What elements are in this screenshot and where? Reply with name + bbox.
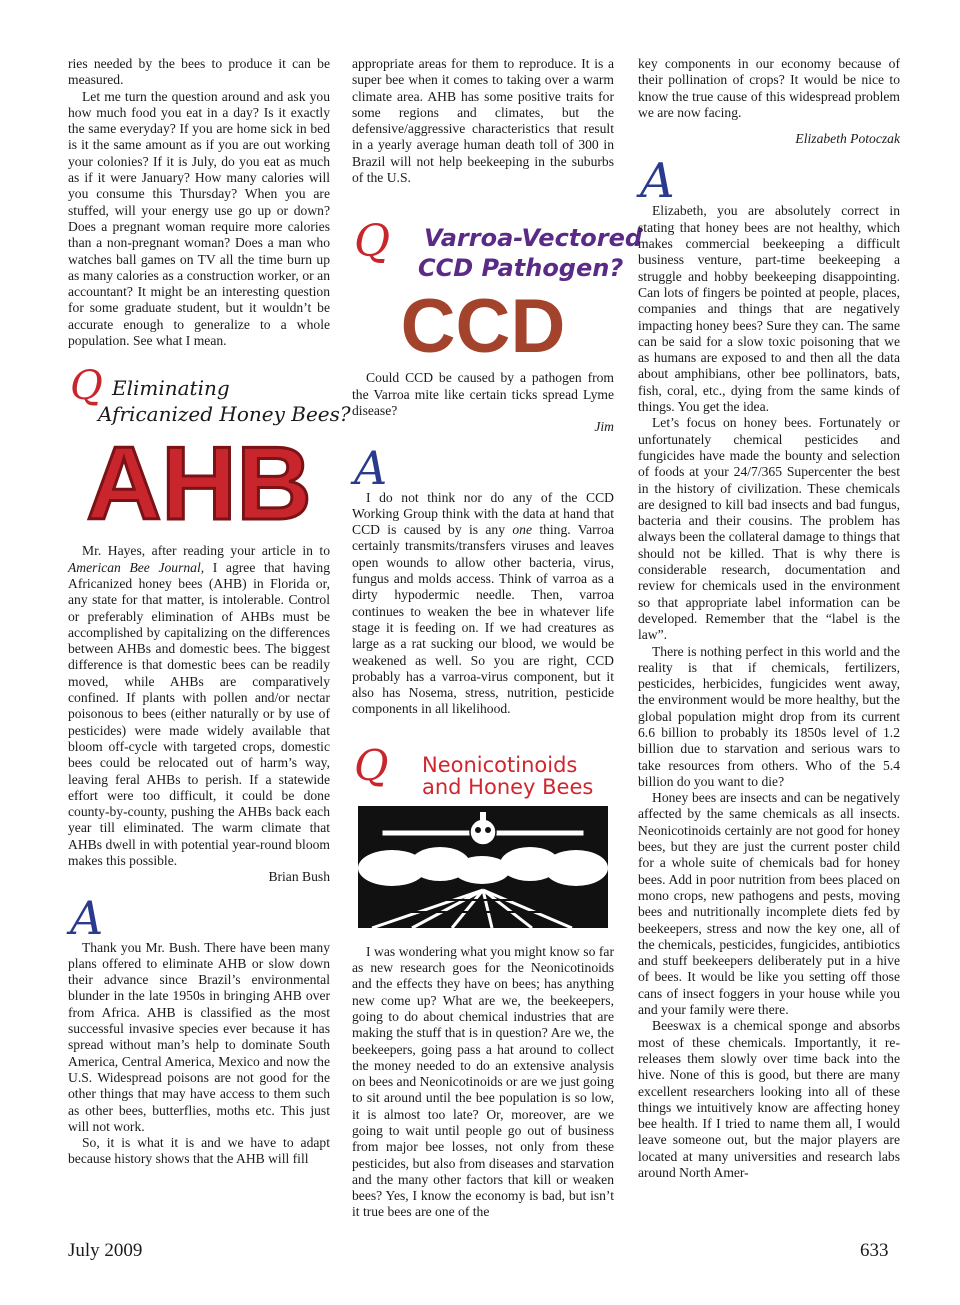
answer-a-mark — [68, 890, 330, 945]
column-2 — [352, 56, 643, 1221]
ahb-question-graphic — [68, 359, 351, 543]
svg-text:A: A — [70, 890, 104, 945]
body-paragraph: ries needed by the bees to produce it can be measured. — [68, 56, 330, 88]
ccd-q-letter: Q — [354, 216, 391, 268]
answer-a-icon — [68, 890, 128, 945]
ccd-question-graphic — [352, 206, 643, 370]
neonicotinoids-graphic-svg — [352, 740, 614, 930]
answer-paragraph: Let’s focus on honey bees. Fortunately or unfortunately chemical pesticides and fungicides have made the bounty and selection of foods at your 24/7/365 Supercenter the best in the history of civilization. These chemicals are designed to kill bad insects and bad fungus, bacteria and their cousins. The problem has always been the collateral damage to things that should not be killed. That is why there is considerable research, documentation and review for chemicals used in the environment so that appropriate label information can be developed. Remember that the “label is the law”. — [638, 415, 900, 643]
footer-date: July 2009 — [68, 1240, 143, 1261]
footer-page-number: 633 — [860, 1240, 889, 1261]
crop-duster-illustration — [358, 806, 608, 928]
answer-paragraph: There is nothing perfect in this world and the reality is that if chemicals, fertilizers, pesticides, herbicides, fungicides went away, the environment would be more healthy, but the global population might drop from its current 6.6 billion to probably its 1850s level of 1.2 billion due to starvation and serious wars to take resources from others. Who of the 5.4 billion do you want to die? — [638, 643, 900, 789]
answer-a-icon — [352, 440, 412, 495]
ccd-big-text: CCD — [400, 284, 566, 370]
question-paragraph: I was wondering what you might know so far as new research goes for the Neonicotinoids and the effects they have on bees; has anything new come up? What are we, the beekeepers, going to do about chemical industries that are making the stuff that is in question? Are we, the beekeepers, going pass a hat around to collect the money needed to do an extensive analysis on bees and Neonicotinoids or are we just going to sit around until the bee population is so low, it is almost too late? Or, moreover, are we going to wait until people go out of business from major bee losses, not only from these pesticides, but also from diseases and starvation and the many other factors that kill or weaken bees? Yes, I know the economy is bad, but isn’t it true bees are one of the — [352, 943, 614, 1220]
ccd-graphic-svg — [352, 206, 643, 370]
answer-paragraph: Elizabeth, you are absolutely correct in stating that honey bees are not healthy, which makes commercial beekeeping a difficult business venture, part-time beekeeping a struggle and hobby beekeeping disappointing. Can lots of fingers be pointed at people, places, companies and things that are negatively impacting honey bees? Sure they can. The same can be said for a slow toxic poisoning that we as humans are exposed to and then all the data about amphibians, other bee pollinators, bats, fish, coral, etc., dying from the same kinds of things. You get the idea. — [638, 203, 900, 415]
answer-a-mark — [352, 440, 614, 495]
question-paragraph: Could CCD be caused by a pathogen from the Varroa mite like certain ticks spread Lyme disease? — [352, 370, 614, 418]
ccd-title-line1: Varroa-Vectored — [424, 224, 643, 253]
answer-paragraph: Beeswax is a chemical sponge and absorbs most of these chemicals. Importantly, it re-releases them slowly over time back into the hive. None of this is good, but there are many excellent researchers looking into all of these things we intuitively know are affecting honey bee health. If I tried to name them all, I would leave someone out, but the major players are located at many universities and research labs around North Amer- — [638, 1018, 900, 1180]
answer-paragraph: I do not think nor do any of the CCD Working Group think with the data at hand that CCD is caused by is any one thing. Varroa certainly transmits/transfers viruses and leaves open wounds to allow other bacteria, virus, fungus and molds access. Think of varroa as a dirty hypodermic needle. Then, varroa continues to weaken the bee in whatever life stage it is feeding on. If we had creatures as large as a rat sucking our blood, we would be weakened as well. So you are right, CCD probably has a varroa-virus component, but it also has Nosema, stress, nutrition, pesticide components in all likelihood. — [352, 489, 614, 717]
ahb-big-text: AHB — [86, 426, 312, 543]
neo-q-letter: Q — [354, 740, 389, 790]
answer-a-mark — [638, 151, 900, 210]
answer-paragraph: So, it is what it is and we have to adapt because history shows that the AHB will fill — [68, 1135, 330, 1167]
neonicotinoids-question-graphic — [352, 740, 614, 930]
ahb-graphic-svg — [68, 359, 351, 543]
neo-title-line1: Neonicotinoids — [422, 752, 578, 777]
answer-paragraph: Honey bees are insects and can be negatively affected by the same chemicals as all insects. Neonicotinoids certainly are not good for honey bees, but they are just the current poster child for a whole suite of chemicals bad for honey bees. Add in poor nutrition from bees placed on mono crops, new pathogens and pests, moving bees and nutritionally incomplete diets fed by beekeepers, stress and now the key one, all of the chemicals, pesticides, fungicides, antibiotics and stuff beekeepers deliberately put in a hive of bees. It would be like you setting off those cans of insect foggers in your house while you and your family were there. — [638, 790, 900, 1018]
answer-a-icon — [638, 151, 698, 210]
body-paragraph: Let me turn the question around and ask you how much food you eat in a day? Is it exactly the same everyday? If you are home sick in bed is it the same amount as if you are out working your colonies? If it is July, do you eat as much as if it were January? How many calories will you consume this Thursday? When you are stuffed, will your energy use go up or down? Does a pregnant woman require more calories than a non-pregnant woman? Does a man who watches ball games on TV all the time burn up as many calories as a construction worker, or an accountant? It might be an interesting question for some graduate student, but it wouldn’t be accurate enough to generalize to a whole population. See what I mean. — [68, 88, 330, 349]
signature-brian-bush: Brian Bush — [268, 869, 330, 885]
ahb-title-line1: Eliminating — [112, 376, 230, 401]
answer-paragraph: Thank you Mr. Bush. There have been many plans offered to eliminate AHB or slow down their advance since Brazil’s environmental blunder in the late 1950s in bringing AHB over from Africa. AHB is classified as the most successful invasive species ever because it has spread without man’s help to dominate South America, Central America, Mexico and now the U.S. Widespread poisons are not good for the other things that may have access to them such as other bees, butterflies, moths etc. This just will not work. — [68, 939, 330, 1134]
body-paragraph: key components in our economy because of their pollination of crops? It would be nice to know the true cause of this widespread problem we are now facing. — [638, 56, 900, 120]
signature-elizabeth-potoczak: Elizabeth Potoczak — [795, 131, 900, 147]
ahb-title-line2: Africanized Honey Bees? — [98, 402, 351, 427]
question-paragraph: Mr. Hayes, after reading your article in to American Bee Journal, I agree that having Africanized honey bees (AHB) in Florida or, any state for that matter, is intolerable. Control or preferably elimination of AHBs must be accomplished by capitalizing on the differences between AHBs and domestic bees. The biggest difference is that domestic bees can be readily moved, while AHBs are comparatively confined. If plants with pollen and/or nectar poisonous to bees (either naturally or by use of pesticides) were made widely available that bloom off-cycle with targeted crops, domestic bees could be relocated out of harm’s way, leaving feral AHBs to perish. If a statewide effort were too difficult, it could be done county-by-county, pushing the AHBs back each year till eliminated. The warm climate that AHBs dwell in with potential year-round bloom makes this possible. — [68, 543, 330, 868]
neo-title-line2: and Honey Bees — [422, 774, 594, 799]
column-3 — [638, 56, 900, 1181]
signature-jim: Jim — [594, 419, 614, 435]
ccd-title-line2: CCD Pathogen? — [418, 254, 624, 283]
ahb-q-letter: Q — [70, 363, 103, 410]
column-1 — [68, 56, 351, 1168]
svg-text:A: A — [640, 153, 675, 210]
svg-text:A: A — [354, 440, 388, 495]
body-paragraph: appropriate areas for them to reproduce. It is a super bee when it comes to taking over a warm climate area. AHB has some positive traits for some regions and climates, but the defensive/aggressive characteristics that result in a yearly average human death toll of 300 in Brazil will not help beekeeping in the suburbs of the U.S. — [352, 56, 614, 186]
